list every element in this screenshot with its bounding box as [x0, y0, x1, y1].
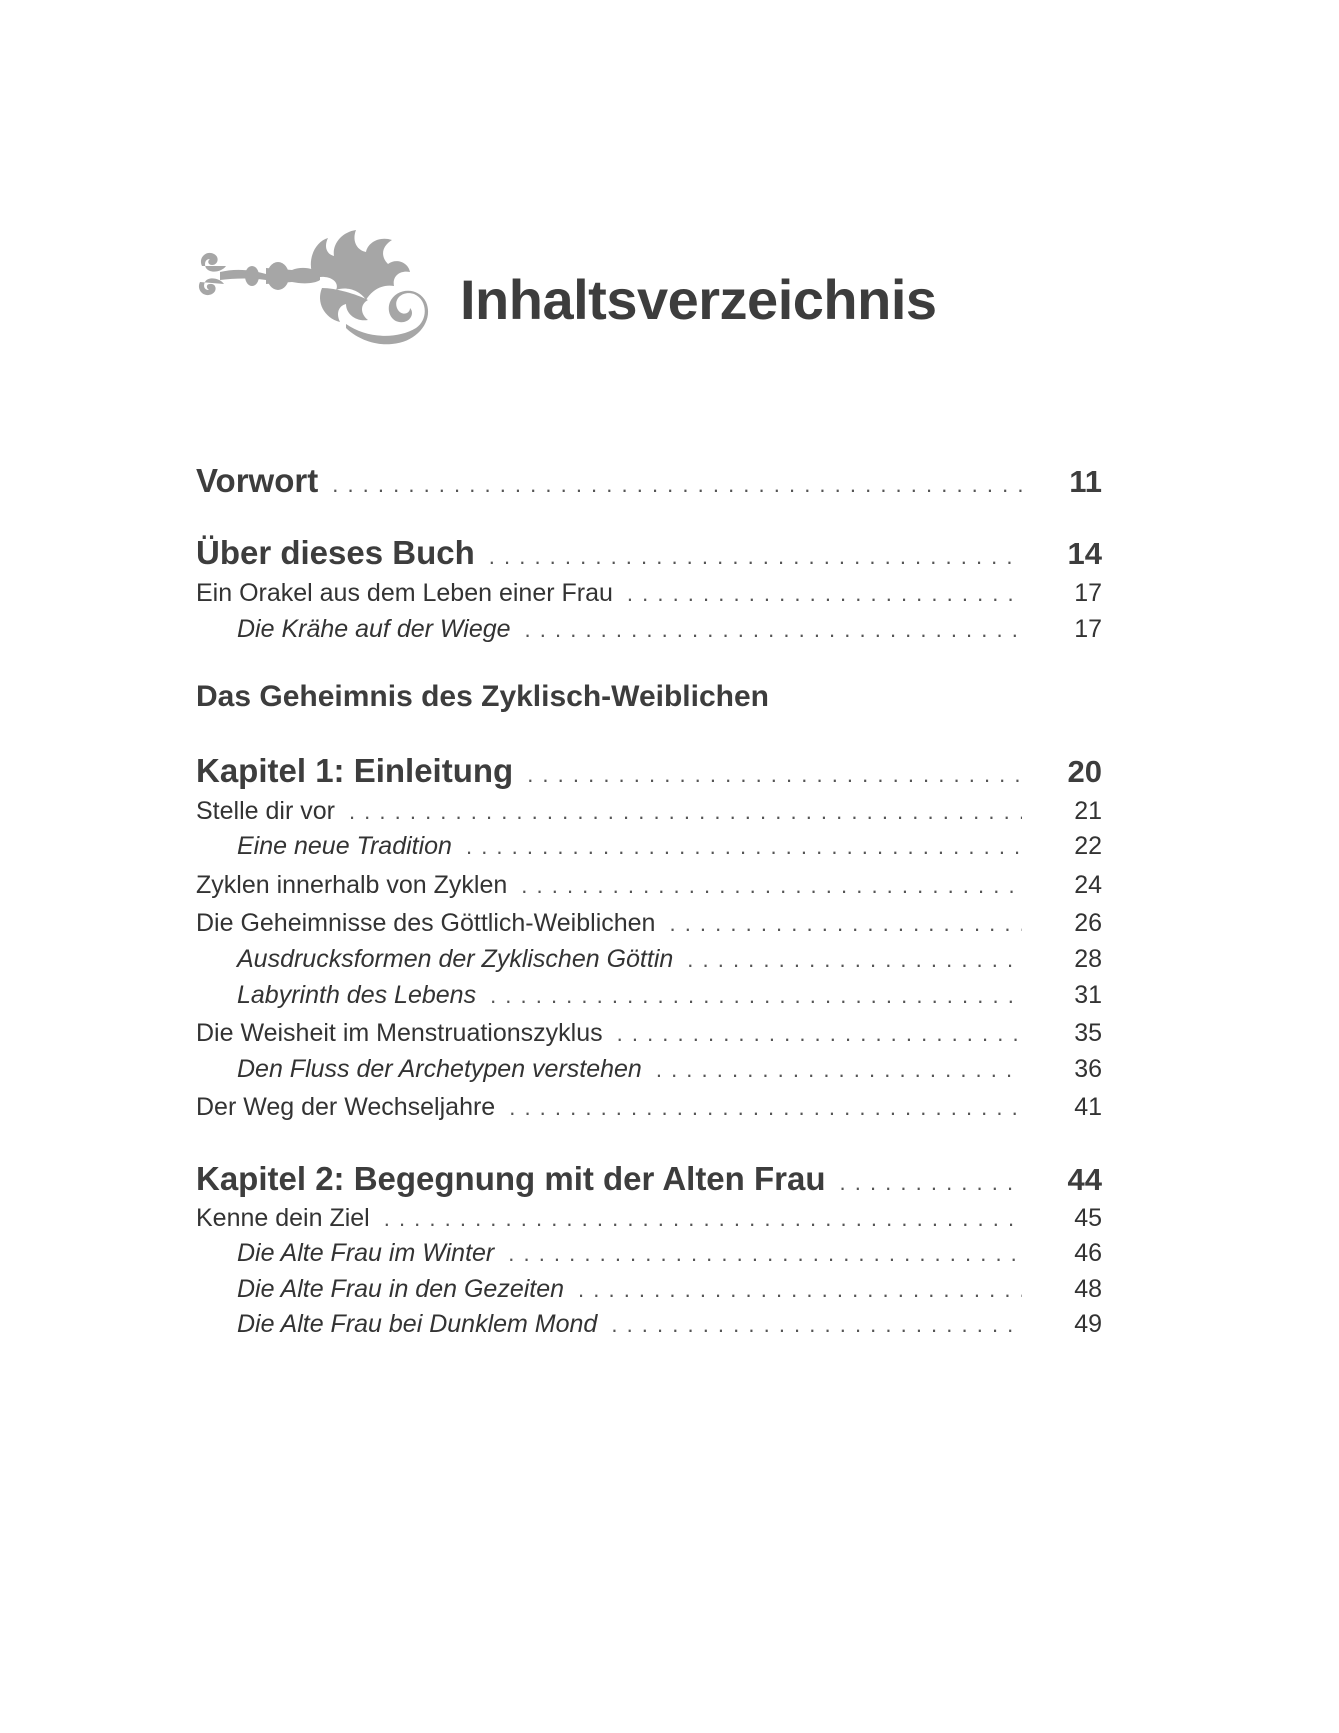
dot-leader: [489, 544, 1022, 570]
entry-title: Die Krähe auf der Wiege: [237, 615, 511, 643]
toc-entry-labyrinth[interactable]: [237, 981, 1102, 1010]
dot-leader: [617, 1021, 1022, 1047]
entry-title: Den Fluss der Archetypen verstehen: [237, 1055, 642, 1083]
entry-title: Die Alte Frau im Winter: [237, 1239, 495, 1267]
entry-page: 17: [1074, 579, 1102, 607]
toc-entry-wechseljahre[interactable]: [196, 1093, 1102, 1122]
entry-title: Die Alte Frau bei Dunklem Mond: [237, 1310, 598, 1338]
entry-page: 45: [1074, 1204, 1102, 1232]
entry-title: Über dieses Buch: [196, 534, 475, 571]
toc-entry-vorwort[interactable]: [196, 462, 1102, 500]
entry-title: Labyrinth des Lebens: [237, 981, 477, 1009]
toc-entry-fluss[interactable]: [237, 1055, 1102, 1084]
entry-page: 14: [1067, 536, 1102, 571]
dot-leader: [627, 581, 1022, 607]
dot-leader: [521, 873, 1022, 899]
dot-leader: [527, 762, 1022, 788]
page-title: Inhaltsverzeichnis: [460, 268, 937, 331]
toc-entry-kapitel-1[interactable]: [196, 752, 1102, 790]
toc-entry-ueber-dieses-buch[interactable]: [196, 534, 1102, 572]
toc-entry-weisheit[interactable]: [196, 1019, 1102, 1048]
toc-entry-orakel[interactable]: [196, 579, 1102, 608]
entry-title: Die Geheimnisse des Göttlich-Weiblichen: [196, 909, 656, 937]
toc-entry-ausdrucksformen[interactable]: [237, 945, 1102, 974]
part-heading: Das Geheimnis des Zyklisch-Weiblichen: [196, 680, 769, 713]
entry-page: 22: [1074, 832, 1102, 860]
dot-leader: [525, 617, 1022, 643]
toc-entry-neue-tradition[interactable]: [237, 832, 1102, 861]
entry-title: Vorwort: [196, 462, 319, 499]
dot-leader: [656, 1057, 1022, 1083]
dot-leader: [384, 1206, 1022, 1232]
toc-entry-geheimnisse[interactable]: [196, 909, 1102, 938]
toc-entry-alte-frau-winter[interactable]: [237, 1239, 1102, 1268]
dot-leader: [578, 1277, 1022, 1303]
entry-title: Stelle dir vor: [196, 797, 335, 825]
toc-entry-kenne-dein-ziel[interactable]: [196, 1204, 1102, 1233]
entry-page: 35: [1074, 1019, 1102, 1047]
entry-page: 11: [1069, 464, 1102, 499]
entry-title: Eine neue Tradition: [237, 832, 452, 860]
entry-page: 28: [1074, 945, 1102, 973]
toc-entry-alte-frau-gezeiten[interactable]: [237, 1275, 1102, 1304]
entry-title: Ein Orakel aus dem Leben einer Frau: [196, 579, 613, 607]
entry-page: 41: [1074, 1093, 1102, 1121]
entry-page: 49: [1074, 1310, 1102, 1338]
entry-title: Die Alte Frau in den Gezeiten: [237, 1275, 565, 1303]
entry-page: 44: [1067, 1162, 1102, 1197]
entry-page: 21: [1074, 797, 1102, 825]
entry-title: Ausdrucksformen der Zyklischen Göttin: [237, 945, 674, 973]
entry-page: 31: [1074, 981, 1102, 1009]
entry-page: 20: [1067, 754, 1102, 789]
dot-leader: [509, 1095, 1022, 1121]
toc-entry-stelle-dir-vor[interactable]: [196, 797, 1102, 826]
entry-title: Kapitel 1: Einleitung: [196, 752, 514, 789]
entry-page: 26: [1074, 909, 1102, 937]
toc-entry-kapitel-2[interactable]: [196, 1160, 1102, 1198]
entry-title: Der Weg der Wechseljahre: [196, 1093, 496, 1121]
entry-page: 17: [1074, 615, 1102, 643]
dot-leader: [466, 834, 1022, 860]
entry-page: 46: [1074, 1239, 1102, 1267]
entry-title: Zyklen innerhalb von Zyklen: [196, 871, 508, 899]
toc-entry-alte-frau-mond[interactable]: [237, 1310, 1102, 1339]
dot-leader: [669, 911, 1022, 937]
entry-page: 48: [1074, 1275, 1102, 1303]
entry-page: 36: [1074, 1055, 1102, 1083]
dot-leader: [490, 983, 1022, 1009]
toc-entry-kraehe[interactable]: [237, 615, 1102, 644]
dot-leader: [611, 1312, 1022, 1338]
dot-leader: [508, 1241, 1022, 1267]
dot-leader: [687, 947, 1022, 973]
entry-title: Kapitel 2: Begegnung mit der Alten Frau: [196, 1160, 826, 1197]
entry-page: 24: [1074, 871, 1102, 899]
dot-leader: [332, 472, 1022, 498]
entry-title: Kenne dein Ziel: [196, 1204, 370, 1232]
dot-leader: [840, 1170, 1023, 1196]
toc-entry-zyklen[interactable]: [196, 871, 1102, 900]
entry-title: Die Weisheit im Menstruationszyklus: [196, 1019, 603, 1047]
dot-leader: [349, 799, 1022, 825]
